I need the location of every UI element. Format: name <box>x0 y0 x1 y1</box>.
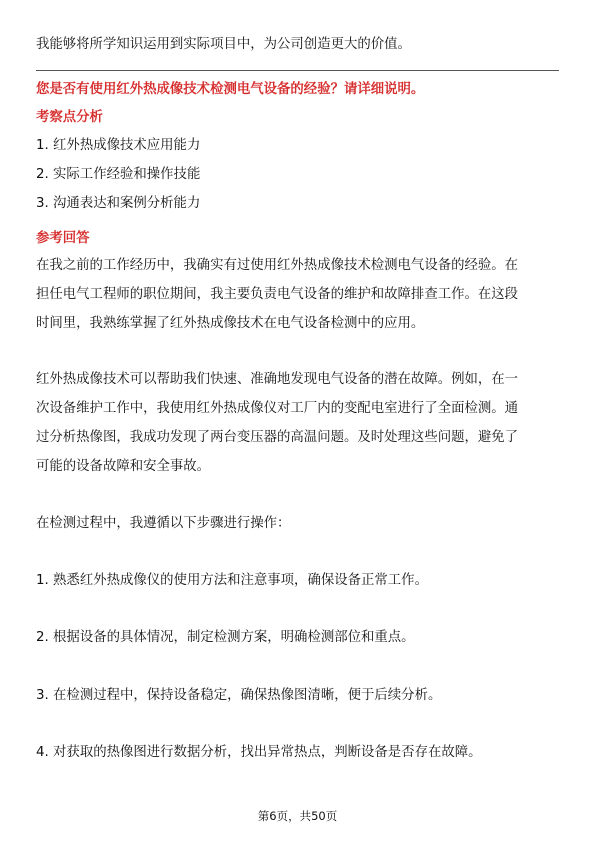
answer-paragraph-line: 时间里，我熟练掌握了红外热成像技术在电气设备检测中的应用。 <box>36 316 425 331</box>
procedure-step: 2. 根据设备的具体情况，制定检测方案，明确检测部位和重点。 <box>36 630 415 645</box>
analysis-point: 1. 红外热成像技术应用能力 <box>36 138 201 153</box>
question-text: 您是否有使用红外热成像技术检测电气设备的经验？请详细说明。 <box>36 82 425 97</box>
analysis-heading: 考察点分析 <box>36 110 103 125</box>
intro-closing-line: 我能够将所学知识运用到实际项目中，为公司创造更大的价值。 <box>36 37 411 52</box>
answer-paragraph-line: 可能的设备故障和安全事故。 <box>36 459 211 474</box>
answer-paragraph-line: 在我之前的工作经历中，我确实有过使用红外热成像技术检测电气设备的经验。在 <box>36 258 519 273</box>
answer-paragraph-line: 过分析热像图，我成功发现了两台变压器的高温问题。及时处理这些问题，避免了 <box>36 430 519 445</box>
answer-paragraph-line: 红外热成像技术可以帮助我们快速、准确地发现电气设备的潜在故障。例如，在一 <box>36 372 519 387</box>
procedure-intro: 在检测过程中，我遵循以下步骤进行操作： <box>36 516 291 531</box>
procedure-step: 1. 熟悉红外热成像仪的使用方法和注意事项，确保设备正常工作。 <box>36 573 428 588</box>
page-number: 第6页，共50页 <box>257 809 338 823</box>
analysis-point: 2. 实际工作经验和操作技能 <box>36 167 201 182</box>
answer-paragraph-line: 次设备维护工作中，我使用红外热成像仪对工厂内的变配电室进行了全面检测。通 <box>36 401 519 416</box>
analysis-point: 3. 沟通表达和案例分析能力 <box>36 196 201 211</box>
procedure-step: 3. 在检测过程中，保持设备稳定，确保热像图清晰，便于后续分析。 <box>36 688 442 703</box>
answer-paragraph-line: 担任电气工程师的职位期间，我主要负责电气设备的维护和故障排查工作。在这段 <box>36 287 519 302</box>
procedure-step: 4. 对获取的热像图进行数据分析，找出异常热点，判断设备是否存在故障。 <box>36 745 482 760</box>
section-divider <box>36 70 559 71</box>
answer-heading: 参考回答 <box>36 231 90 246</box>
document-page <box>36 0 559 842</box>
